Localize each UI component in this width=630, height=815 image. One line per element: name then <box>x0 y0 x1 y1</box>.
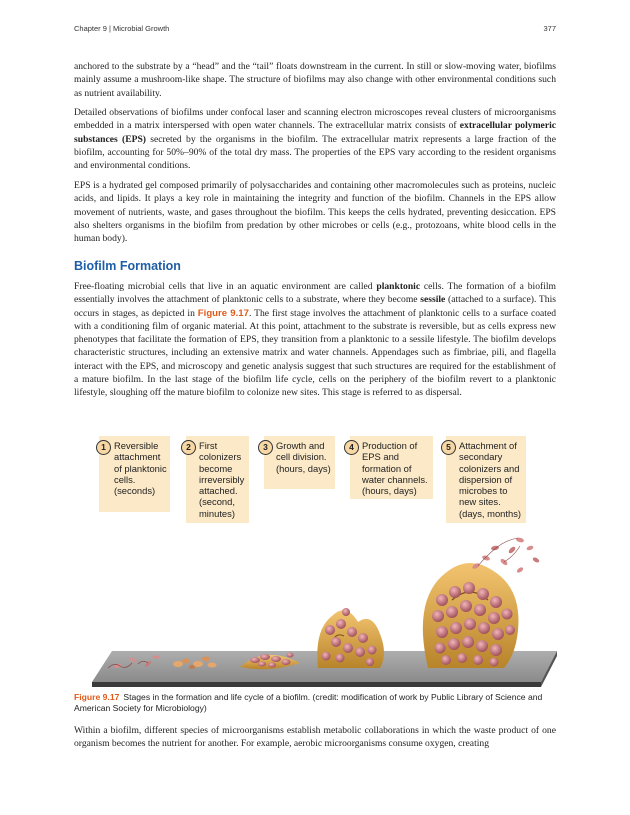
stage5-mature-biofilm <box>423 537 540 668</box>
stage-number-1: 1 <box>96 440 111 455</box>
term-planktonic: planktonic <box>376 281 421 292</box>
figure-link[interactable]: Figure 9.17 <box>197 307 249 319</box>
paragraph-2: Detailed observations of biofilms under confocal laser and scanning electron microscopes reveal clusters of microorganisms embedded in a matrix interspersed with open water channels. The extracellular matrix consists of extracellular polymeric substances (EPS) secreted by the organisms in the biofilm. The extracellular matrix represents a large fraction of the biofilm, accounting for 50%–90% of the total dry mass. The properties of the EPS vary according to the resident organisms and environmental conditions. <box>74 107 556 172</box>
stage-text-1: Reversible attachment of planktonic cells. (seconds) <box>114 440 167 497</box>
paragraph-1: anchored to the substrate by a “head” and the “tail” floats downstream in the current. In still or slow-moving water, biofilms mainly assume a mushroom-like shape. The structure of biofilms may also change with other environmental conditions such as nutrient availability. <box>74 61 556 99</box>
stage4-eps-structure <box>317 608 384 668</box>
stage-number-2: 2 <box>181 440 196 455</box>
stage-text-3: Growth and cell division. (hours, days) <box>276 440 331 474</box>
stage-number-4: 4 <box>344 440 359 455</box>
figure-caption <box>74 692 556 714</box>
substrate-edge <box>92 682 541 687</box>
term-sessile: sessile <box>420 294 446 306</box>
paragraph-4: Free-floating microbial cells that live in an aquatic environment are called planktonic cells. The formation of a biofilm essentially involves the attachment of planktonic cells to a substrate, where they become sessile (attached to a surface). This occurs in stages, as depicted in Figure 9.17. The first stage involves the attachment of planktonic cells to a surface coated with a conditioning film of organic material. At this point, attachment to the substrate is reversible, but as cells express new phenotypes that facilitate the formation of EPS, they transition from a planktonic to a sessile lifestyle. The biofilm develops characteristic structures, including an extensive matrix and water channels. Appendages such as fimbriae, pili, and flagella interact with the EPS, and microscopy and genetic analysis suggest that such structures are required for the establishment of a mature biofilm. In the last stage of the biofilm life cycle, cells on the periphery of the biofilm revert to a planktonic lifestyle, sloughing off the mature biofilm to colonize new sites. This stage is referred to as dispersal. <box>74 281 557 399</box>
page-number: 377 <box>543 24 556 33</box>
figure-label: Figure 9.17 <box>74 692 120 702</box>
paragraph-3: EPS is a hydrated gel composed primarily of polysaccharides and containing other macromolecules such as proteins, nucleic acids, and lipids. It plays a key role in maintaining the integrity and function of the biofilm. Channels in the EPS allow movement of nutrients, waste, and gases throughout the biofilm. This keeps the cells hydrated, preventing desiccation. EPS also shelters organisms in the biofilm from predation by other microbes or cells (e.g., protozoans, white blood cells in the human body). <box>74 180 556 245</box>
stage-number-3: 3 <box>258 440 273 455</box>
stage-text-5: Attachment of secondary colonizers and dispersion of microbes to new sites. (days, months) <box>459 440 521 519</box>
figure-caption-text: Stages in the formation and life cycle of a biofilm. (credit: modification of work by Public Library of Science and American Society for Microbiology) <box>74 692 543 714</box>
section-title: Biofilm Formation <box>74 259 181 273</box>
term-eps: extracellular polymeric substances (EPS) <box>74 120 556 145</box>
stage-text-2: First colonizers become irreversibly attached. (second, minutes) <box>199 440 245 519</box>
stage-number-5: 5 <box>441 440 456 455</box>
paragraph-5: Within a biofilm, different species of microorganisms establish metabolic collaborations in which the waste product of one organism becomes the nutrient for another. For example, aerobic microorganisms consume oxygen, creating <box>74 725 556 750</box>
stage-text-4: Production of EPS and formation of water channels. (hours, days) <box>362 440 428 497</box>
chapter-title: Chapter 9 | Microbial Growth <box>74 24 170 33</box>
